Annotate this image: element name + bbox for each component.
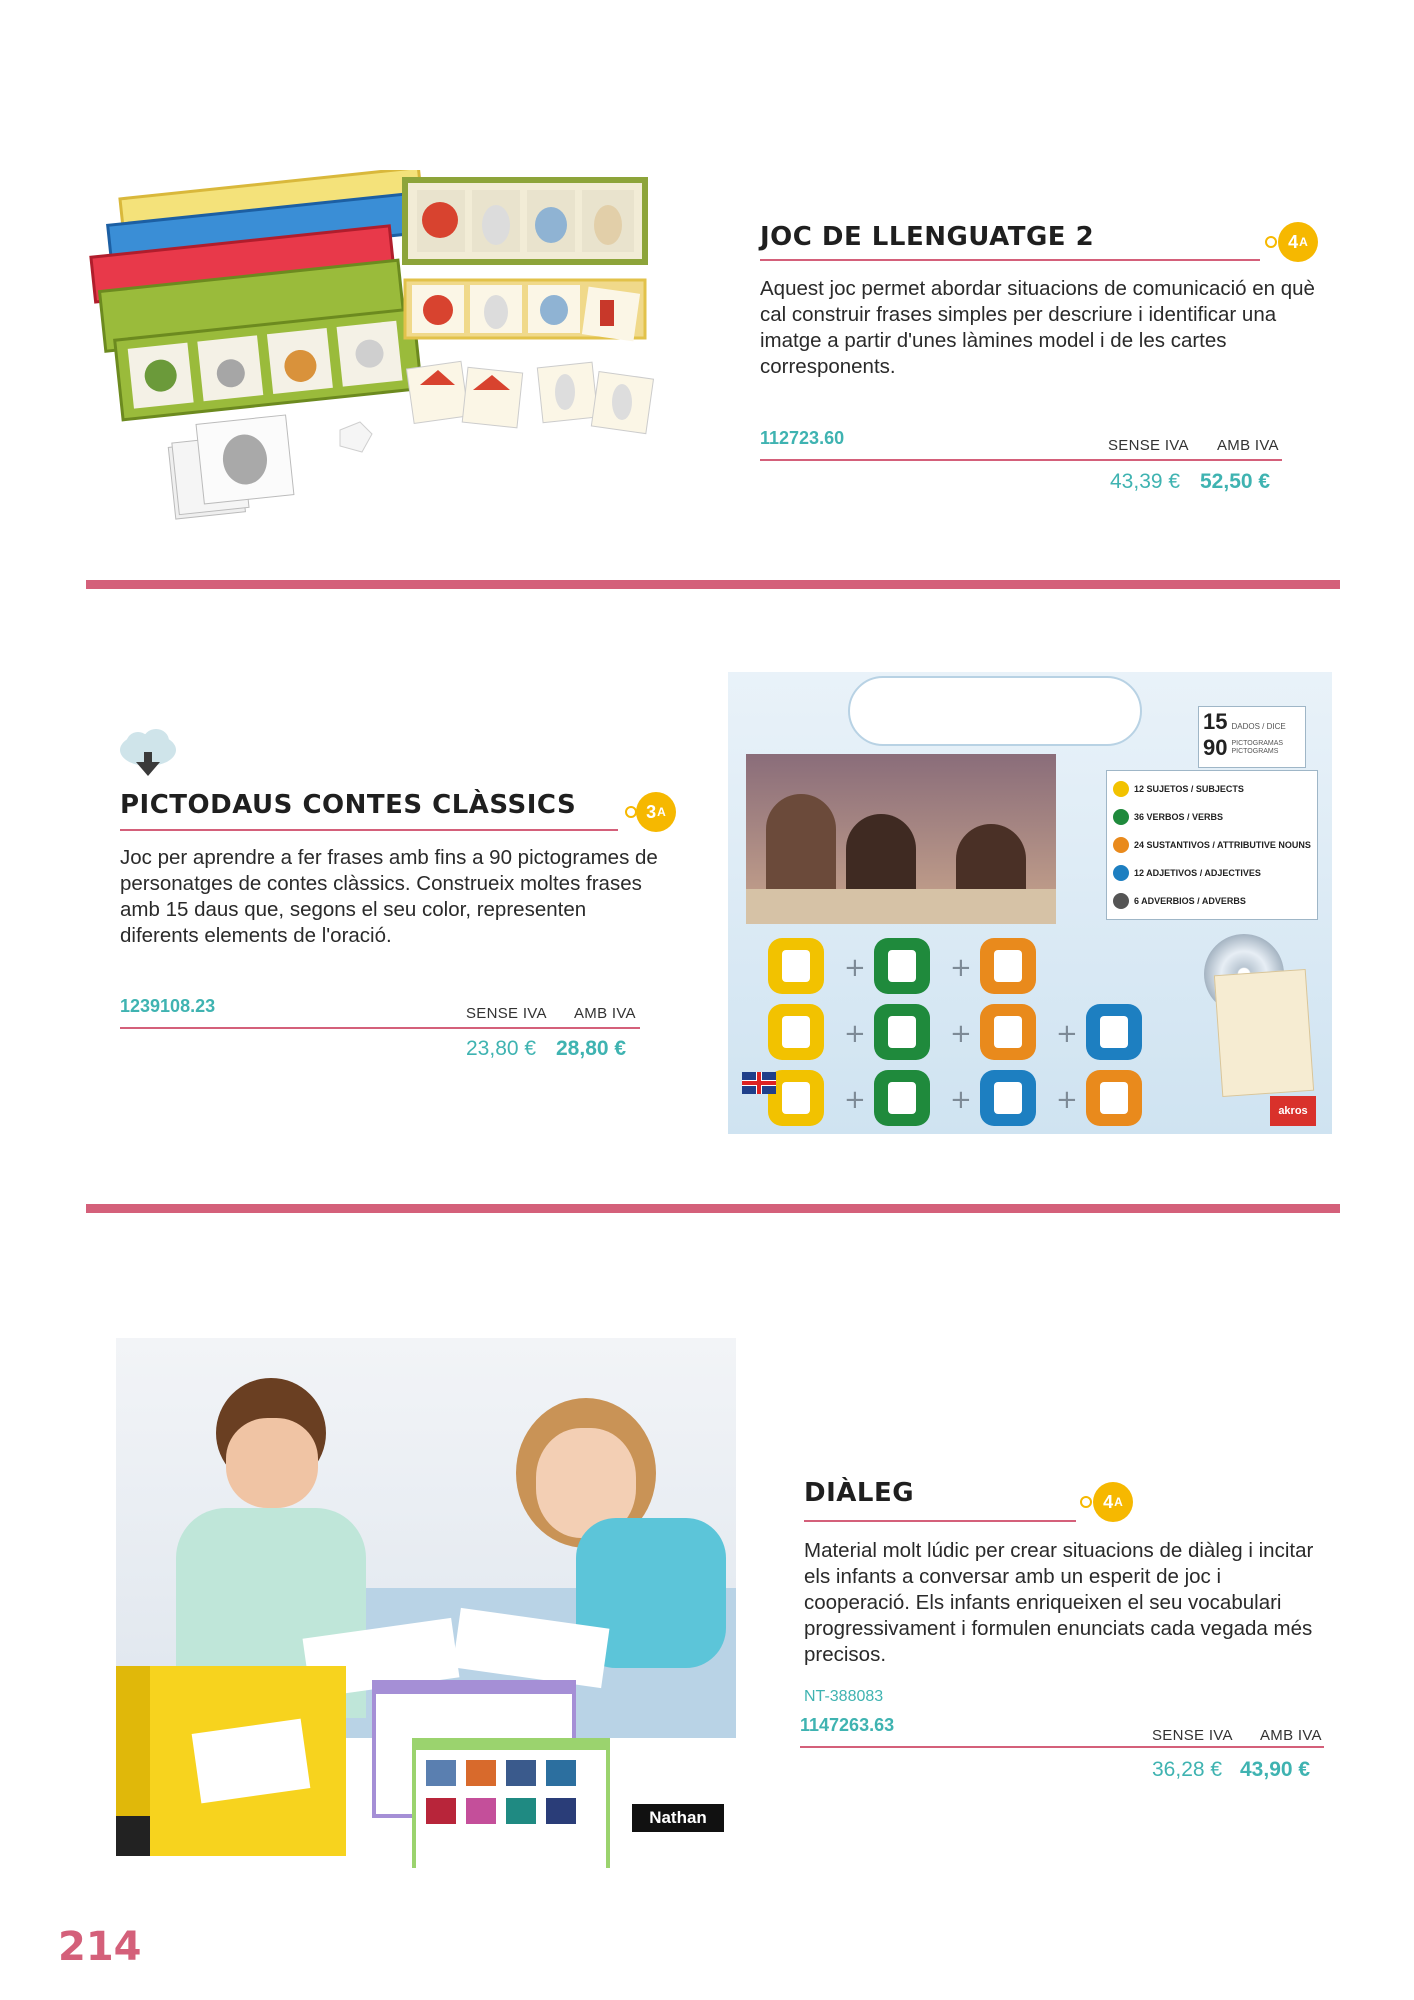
label-no-vat: SENSE IVA (1152, 1727, 1233, 1744)
legend-item (1113, 859, 1311, 887)
product-code: 1239108.23 (120, 996, 216, 1016)
label-no-vat: SENSE IVA (466, 1005, 547, 1022)
dice-count: 15 (1203, 709, 1228, 734)
plus-icon: + (950, 953, 972, 983)
product-description: Material molt lúdic per crear situacions de diàleg i incitar els infants a conversar amb un esperit de joc i cooperació. Els infants enriqueixen el seu vocabulari progressivament i formulen enunciats cada vegada més precisos. (804, 1539, 1314, 1666)
label-with-vat: AMB IVA (1260, 1727, 1322, 1744)
legend-color-icon (1113, 781, 1129, 797)
legend-label: 12 ADJETIVOS / ADJECTIVES (1134, 868, 1261, 878)
age-unit: A (1114, 1495, 1123, 1509)
legend-label: 24 SUSTANTIVOS / ATTRIBUTIVE NOUNS (1134, 840, 1311, 850)
label-no-vat: SENSE IVA (1108, 437, 1189, 454)
price-with-vat: 52,50 € (1200, 470, 1271, 493)
pictogram-label: PICTOGRAMAS PICTOGRAMS (1231, 740, 1284, 755)
product-image-dialeg (116, 1338, 736, 1868)
label-with-vat: AMB IVA (574, 1005, 636, 1022)
dice-info-panel (1198, 706, 1306, 768)
age-value: 3 (646, 801, 657, 822)
english-flag-icon (742, 1072, 776, 1094)
die-face (994, 1082, 1022, 1114)
title-underline (120, 829, 618, 831)
legend-label: 12 SUJETOS / SUBJECTS (1134, 784, 1244, 794)
age-value: 4 (1288, 231, 1299, 252)
story-list-scroll (1214, 969, 1314, 1097)
die-face (994, 1016, 1022, 1048)
product-image-joc-llenguatge (60, 170, 700, 520)
price-with-vat: 43,90 € (1240, 1758, 1311, 1781)
die-face (888, 1082, 916, 1114)
legend-item (1113, 831, 1311, 859)
legend-label: 6 ADVERBIOS / ADVERBS (1134, 896, 1246, 906)
die-face (1100, 1082, 1128, 1114)
section-separator (86, 1204, 1340, 1213)
legend-color-icon (1113, 893, 1129, 909)
title-underline (760, 259, 1260, 261)
price-underline (760, 459, 1282, 461)
die-face (1100, 1016, 1128, 1048)
brand-logo-nathan (632, 1804, 724, 1832)
age-unit: A (1299, 235, 1308, 249)
die-face (888, 1016, 916, 1048)
product-description: Aquest joc permet abordar situacions de comunicació en què cal construir frases simples per descriure i identificar una imatge a partir d'unes làmines model i de les cartes corresponents. (760, 277, 1315, 378)
plus-icon: + (950, 1085, 972, 1115)
plus-icon: + (950, 1019, 972, 1049)
picture-board (412, 1738, 610, 1868)
price-underline (800, 1746, 1324, 1748)
die-face (782, 1082, 810, 1114)
age-unit: A (657, 805, 666, 819)
pictogram-count: 90 (1203, 735, 1228, 760)
plus-icon: + (1056, 1085, 1078, 1115)
dice-legend (1106, 770, 1318, 920)
legend-item (1113, 775, 1311, 803)
price-underline (120, 1027, 640, 1029)
product-code: 112723.60 (760, 428, 845, 448)
legend-color-icon (1113, 865, 1129, 881)
age-value: 4 (1103, 1491, 1114, 1512)
page-number: 214 (58, 1924, 142, 1970)
brand-name: Nathan (649, 1808, 707, 1827)
product-title: DIÀLEG (804, 1478, 915, 1508)
plus-icon: + (844, 1019, 866, 1049)
dice-rows (758, 934, 1178, 1134)
product-code: 1147263.63 (800, 1715, 895, 1735)
brand-logo (1270, 1096, 1316, 1126)
age-badge (1093, 1482, 1133, 1522)
speech-bubble (848, 676, 1142, 746)
dice-label: DADOS / DICE (1231, 722, 1286, 731)
plus-icon: + (844, 1085, 866, 1115)
age-badge (1278, 222, 1318, 262)
legend-label: 36 VERBOS / VERBS (1134, 812, 1224, 822)
product-code-secondary: NT-388083 (804, 1688, 884, 1705)
product-title: JOC DE LLENGUATGE 2 (760, 222, 1095, 252)
label-with-vat: AMB IVA (1217, 437, 1279, 454)
price-no-vat: 23,80 € (466, 1037, 537, 1060)
plus-icon: + (844, 953, 866, 983)
price-no-vat: 43,39 € (1110, 470, 1181, 493)
legend-color-icon (1113, 809, 1129, 825)
die-face (994, 950, 1022, 982)
product-description: Joc per aprendre a fer frases amb fins a 90 pictogrames de personatges de contes clàssics. Construeix moltes frases amb 15 daus que, segons el seu color, representen diferents elements de l'oració. (120, 846, 658, 947)
product-image-pictodaus (728, 672, 1332, 1134)
cloud-download-icon[interactable] (116, 728, 180, 780)
age-indicator-icon (1265, 236, 1277, 248)
game-box (116, 1666, 346, 1856)
children-photo (746, 754, 1056, 924)
product-title: PICTODAUS CONTES CLÀSSICS (120, 790, 577, 820)
brand-name: akros (1278, 1105, 1308, 1117)
title-underline (804, 1520, 1076, 1522)
plus-icon: + (1056, 1019, 1078, 1049)
price-with-vat: 28,80 € (556, 1037, 627, 1060)
die-face (782, 950, 810, 982)
legend-item (1113, 803, 1311, 831)
age-badge (636, 792, 676, 832)
age-indicator-icon (1080, 1496, 1092, 1508)
price-no-vat: 36,28 € (1152, 1758, 1223, 1781)
legend-color-icon (1113, 837, 1129, 853)
legend-item (1113, 887, 1311, 915)
section-separator (86, 580, 1340, 589)
die-face (888, 950, 916, 982)
die-face (782, 1016, 810, 1048)
